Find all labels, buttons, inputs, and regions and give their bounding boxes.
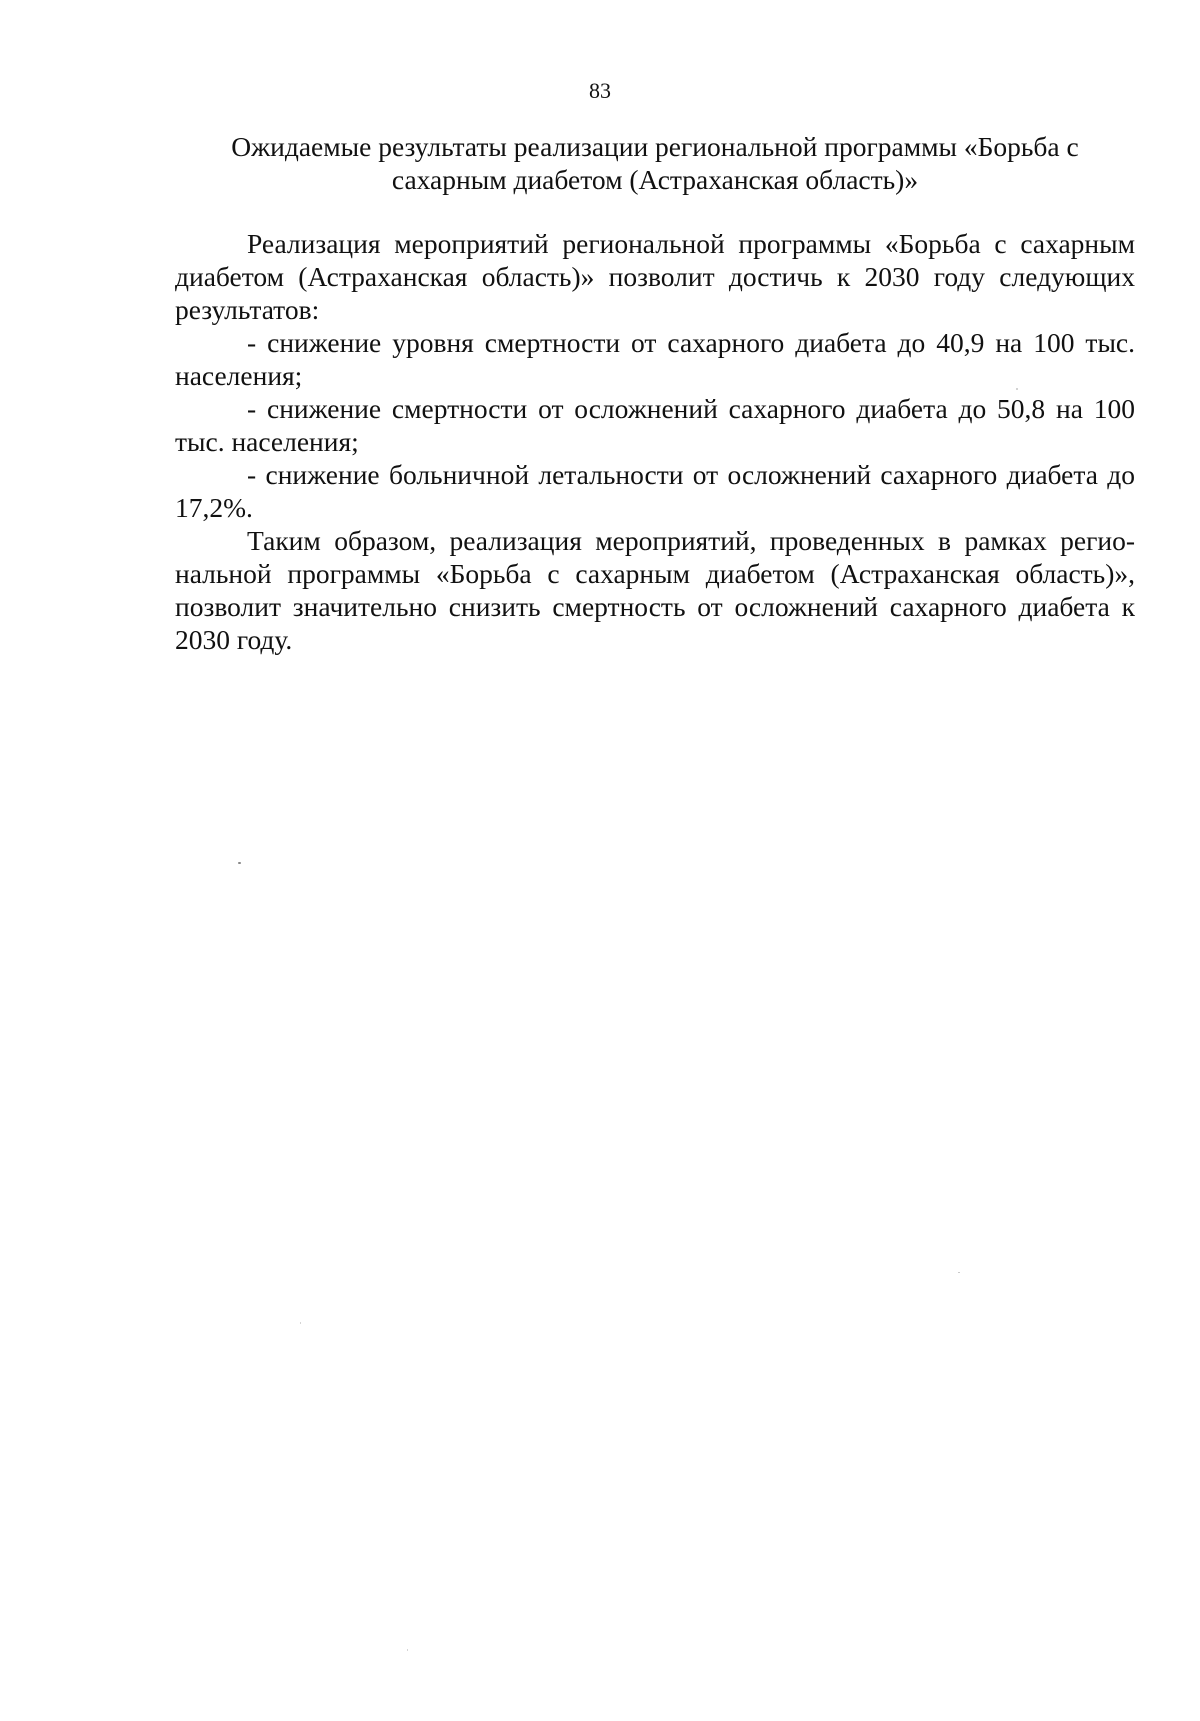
- heading-line: сахарным диабетом (Астраханская область)»: [391, 164, 919, 195]
- paragraph-conclusion: Таким образом, реализация мероприятий, проведенных в рамках региональной программы «Борьба с сахарным диабетом (Астраханская область)», позволит значительно снизить смертность от осложнений сахарного диабета к 2030 году.: [175, 525, 1135, 655]
- scan-speck: [1016, 388, 1018, 390]
- list-item-complication-mortality: - снижение смертности от осложнений сахарного диабета до 50,8 на 100 тыс. населения;: [175, 393, 1135, 457]
- scan-speck: [958, 1272, 960, 1273]
- page-number: 83: [589, 78, 611, 103]
- paragraph-intro: Реализация мероприятий региональной программы «Борьба с сахарным диабетом (Астраханская область)» позволит достичь к 2030 году следующих результатов:: [175, 228, 1135, 325]
- list-item-hospital-lethality: - снижение больничной летальности от осложнений сахарного диабета до 17,2%.: [175, 459, 1135, 523]
- body-text: [175, 227, 1135, 656]
- scan-speck: [300, 1322, 301, 1324]
- scan-speck: [238, 862, 241, 864]
- section-heading: [175, 130, 1135, 196]
- list-item-mortality: - снижение уровня смертности от сахарного диабета до 40,9 на 100 тыс. населения;: [175, 327, 1135, 391]
- heading-line: Ожидаемые результаты реализации региональной программы «Борьба с: [231, 131, 1079, 162]
- scan-speck: [407, 1649, 408, 1651]
